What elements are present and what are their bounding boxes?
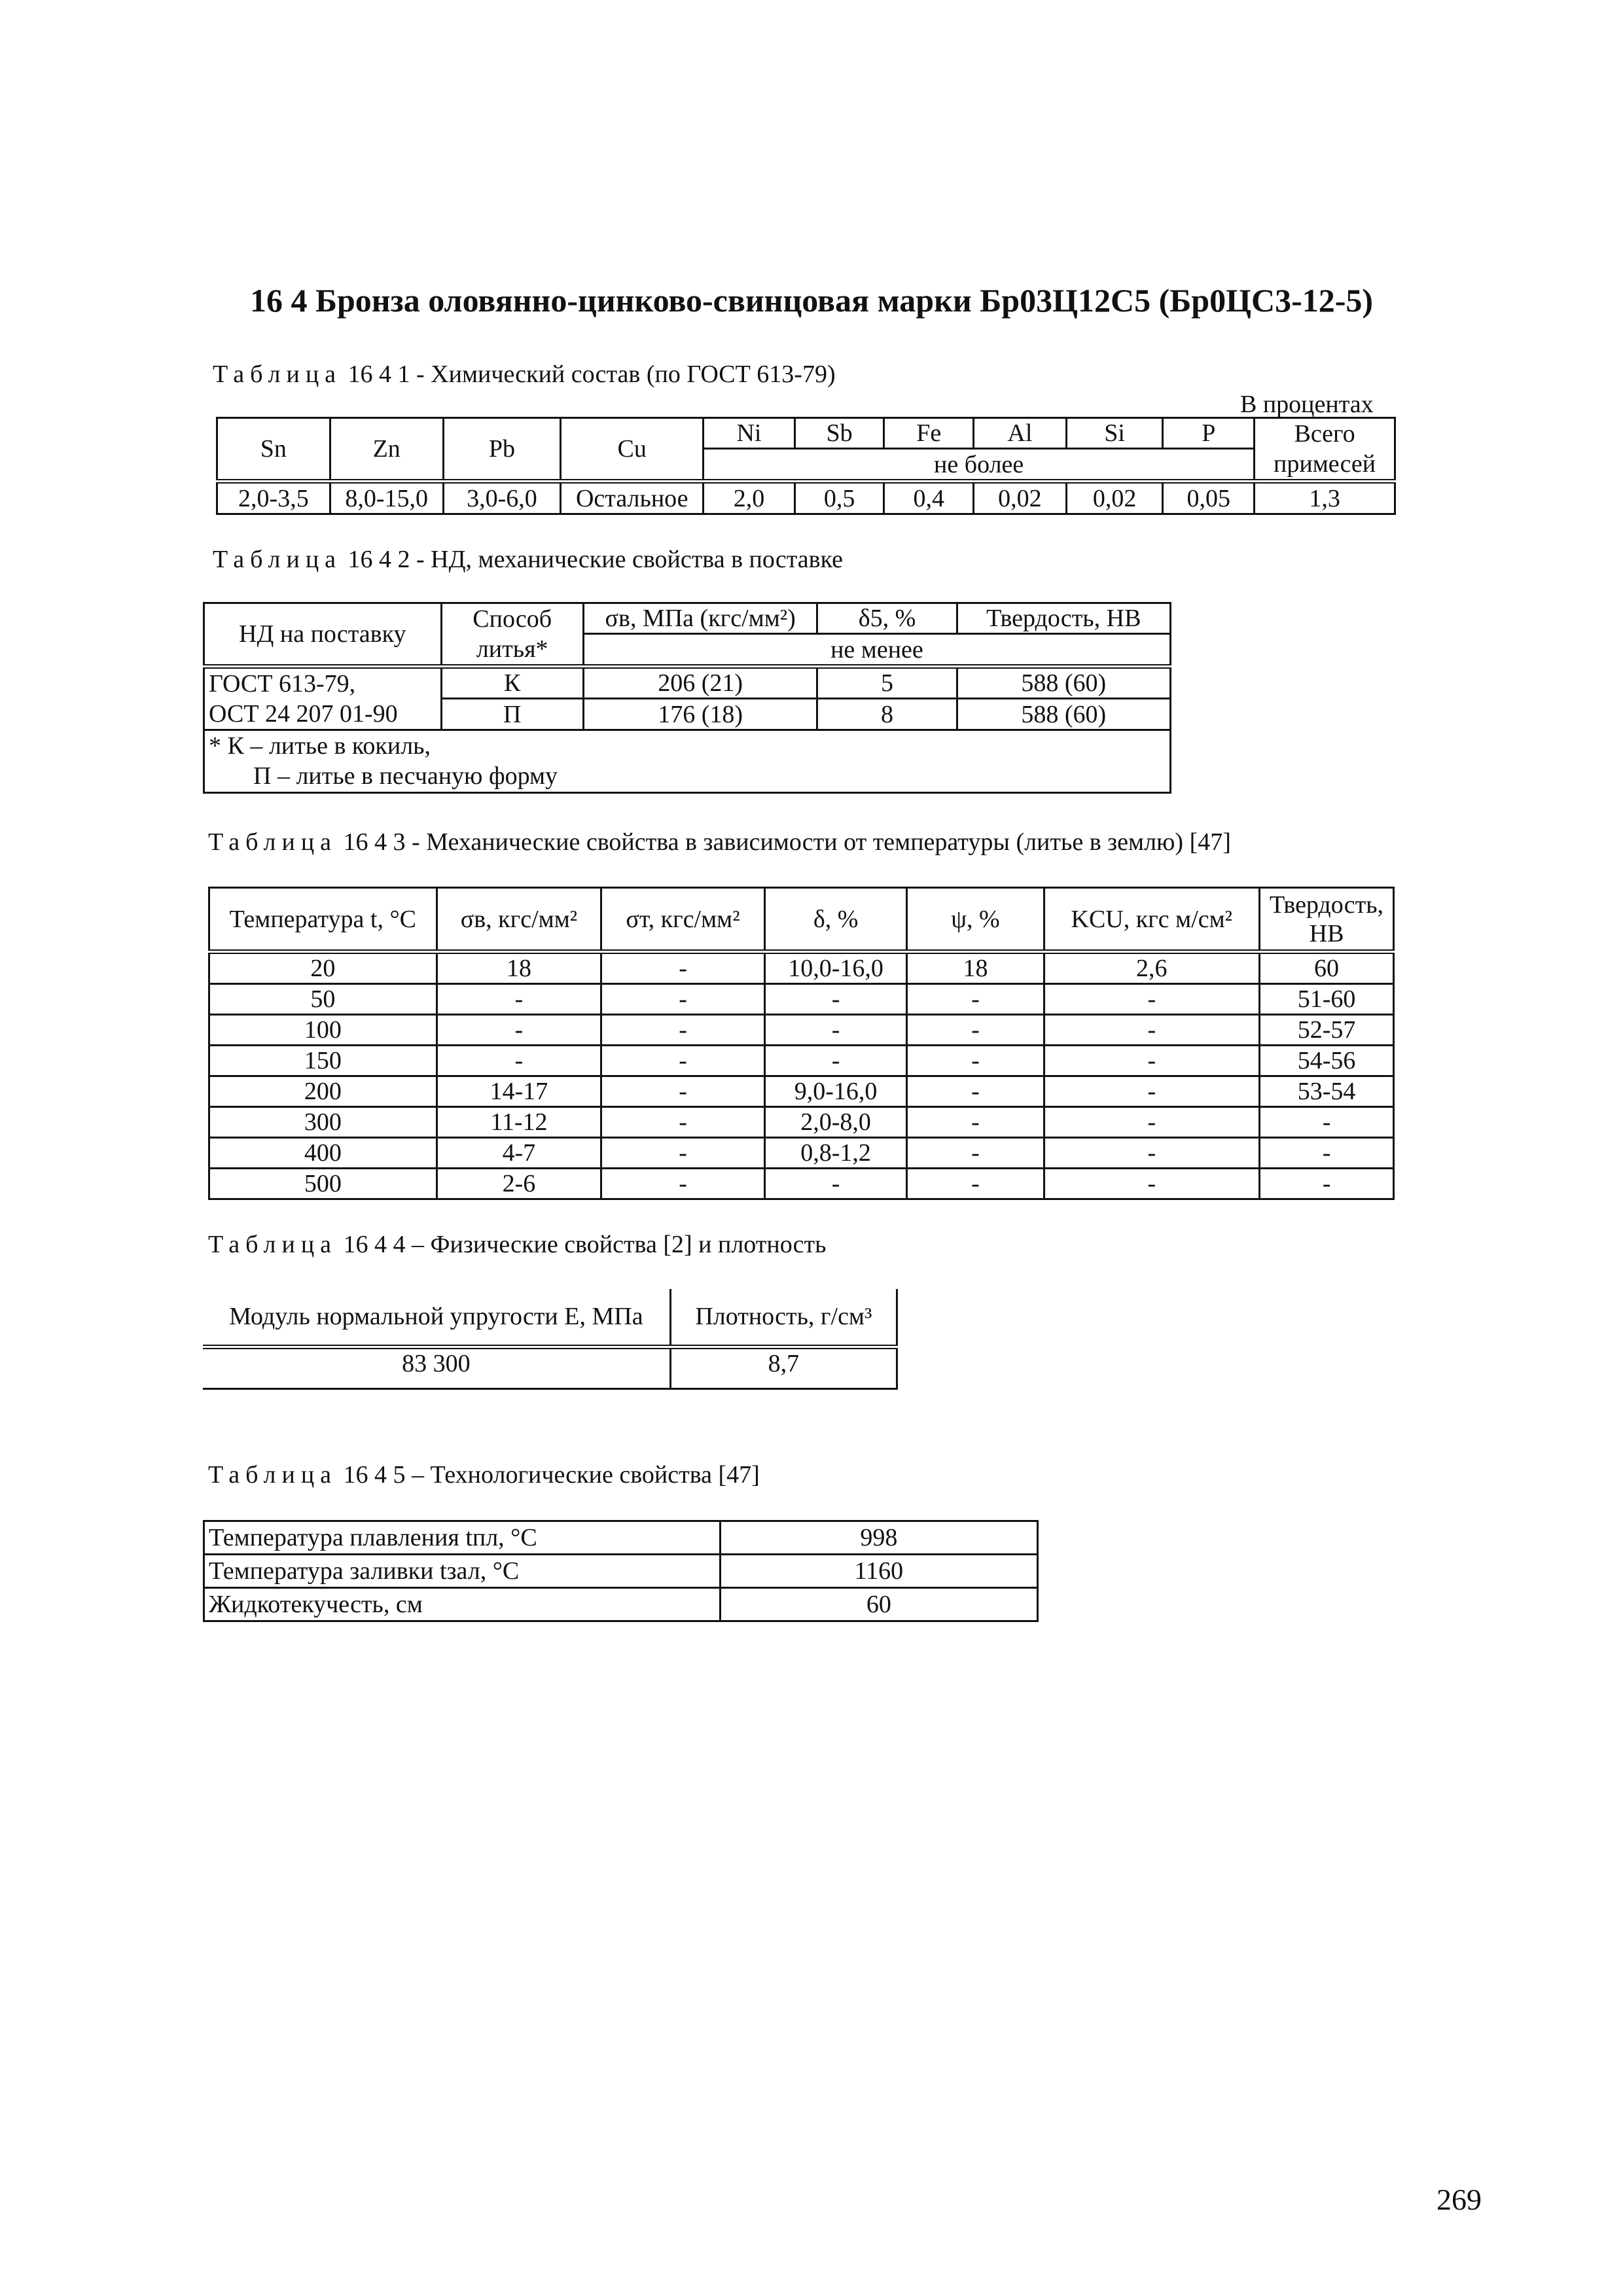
cell: 18 [907,952,1044,984]
cell-label: Жидкотекучесть, см [204,1588,721,1621]
table-chemical-composition [216,417,1396,515]
cell: 54-56 [1260,1046,1394,1076]
cell-modulus: 83 300 [203,1347,670,1388]
cell: 588 (60) [957,667,1170,699]
cell: - [601,1169,765,1199]
table-2-caption [213,545,843,574]
col-header-delta: δ5, % [817,603,957,634]
table-row [204,1555,1038,1588]
col-header: ψ, % [907,888,1044,952]
cell: - [1044,1169,1260,1199]
cell: 14-17 [437,1076,601,1107]
table-5-caption [208,1460,760,1489]
col-header-modulus: Модуль нормальной упругости Е, МПа [203,1289,670,1347]
table-row [204,667,1171,699]
cell: - [764,1169,907,1199]
col-header: Fe [884,418,974,449]
cell-value: 998 [720,1521,1037,1555]
cell: 4-7 [437,1138,601,1169]
cell: 1,3 [1255,482,1395,514]
caption-prefix: Таблица [213,361,342,388]
table-row [209,1138,1394,1169]
table-row [204,1588,1038,1621]
cell: 2,6 [1044,952,1260,984]
cell: - [1260,1169,1394,1199]
cell: - [437,1015,601,1046]
cell: 150 [209,1046,437,1076]
caption-number: 16 4 3 [343,828,406,856]
cell: 0,8-1,2 [764,1138,907,1169]
cell: 176 (18) [583,699,817,730]
cell: 50 [209,984,437,1015]
caption-text: - Химический состав (по ГОСТ 613-79) [416,361,836,388]
section-title: 16 4 Бронза оловянно-цинково-свинцовая марки Бр03Ц12С5 (Бр0ЦС3-12-5) [249,282,1374,319]
cell: - [907,1046,1044,1076]
caption-number: 16 4 1 [348,361,410,388]
col-header-nd: НД на поставку [204,603,442,667]
cell: Остальное [561,482,704,514]
caption-number: 16 4 4 [343,1231,406,1258]
cell-nd: ГОСТ 613-79, [204,667,442,699]
cell: 0,5 [794,482,884,514]
col-header: Sn [217,418,330,482]
cell: 10,0-16,0 [764,952,907,984]
caption-number: 16 4 5 [343,1461,406,1489]
col-header-method: Способ литья* [441,603,583,667]
caption-text: - Механические свойства в зависимости от температуры (литье в землю) [47] [412,828,1231,856]
cell: - [437,984,601,1015]
caption-prefix: Таблица [208,1461,338,1489]
cell: - [1260,1107,1394,1138]
cell: 300 [209,1107,437,1138]
table-physical-properties [203,1289,898,1390]
col-header: P [1163,418,1255,449]
cell: - [601,984,765,1015]
cell: 9,0-16,0 [764,1076,907,1107]
col-header: Твердость, НВ [1260,888,1394,952]
cell: 400 [209,1138,437,1169]
cell: 2-6 [437,1169,601,1199]
cell: 200 [209,1076,437,1107]
cell: 0,4 [884,482,974,514]
page-number: 269 [1436,2183,1482,2216]
cell: - [601,1138,765,1169]
cell: 53-54 [1260,1076,1394,1107]
cell: К [441,667,583,699]
cell: - [601,1015,765,1046]
table-mechanical-vs-temperature [208,887,1395,1200]
table-row [209,1046,1394,1076]
col-header: Ni [704,418,795,449]
cell: 5 [817,667,957,699]
table-row [217,482,1395,514]
cell: - [1044,1138,1260,1169]
cell: 11-12 [437,1107,601,1138]
cell: - [601,952,765,984]
subheader-max: не более [704,449,1255,482]
cell: 0,02 [974,482,1067,514]
col-header: δ, % [764,888,907,952]
cell: - [601,1046,765,1076]
cell: - [1260,1138,1394,1169]
table-row [209,1015,1394,1046]
table-4-caption [208,1230,827,1259]
cell: - [907,1138,1044,1169]
note-line: * К – литье в кокиль, [209,732,431,760]
cell: - [1044,984,1260,1015]
cell: П [441,699,583,730]
cell: - [1044,1076,1260,1107]
subheader-min: не менее [583,634,1170,667]
cell: - [764,1046,907,1076]
cell: - [907,1107,1044,1138]
caption-text: – Технологические свойства [47] [412,1461,760,1489]
cell: 2,0 [704,482,795,514]
col-header: Всего примесей [1255,418,1395,482]
table-row [204,699,1171,730]
caption-text: - НД, механические свойства в поставке [416,546,843,573]
cell: - [1044,1046,1260,1076]
cell: - [601,1107,765,1138]
col-header: Zn [330,418,443,482]
caption-prefix: Таблица [208,828,338,856]
table-note-row [204,730,1171,793]
col-header: Al [974,418,1067,449]
table-row [209,984,1394,1015]
cell: 3,0-6,0 [443,482,561,514]
table-technological-properties [203,1520,1039,1622]
cell: 100 [209,1015,437,1046]
cell: - [1044,1107,1260,1138]
cell-value: 1160 [720,1555,1037,1588]
cell-label: Температура заливки tзал, °С [204,1555,721,1588]
table-row [209,1169,1394,1199]
cell: 20 [209,952,437,984]
cell: - [907,1169,1044,1199]
table-row [209,952,1394,984]
cell-value: 60 [720,1588,1037,1621]
col-header: Температура t, °С [209,888,437,952]
cell: 51-60 [1260,984,1394,1015]
cell: 8 [817,699,957,730]
cell: 206 (21) [583,667,817,699]
cell: - [907,1015,1044,1046]
cell: 0,05 [1163,482,1255,514]
col-header: Sb [794,418,884,449]
cell: - [437,1046,601,1076]
cell: - [764,984,907,1015]
cell: 52-57 [1260,1015,1394,1046]
cell: - [907,984,1044,1015]
col-header-hardness: Твердость, НВ [957,603,1170,634]
cell: - [601,1076,765,1107]
caption-text: – Физические свойства [2] и плотность [412,1231,827,1258]
cell: 0,02 [1066,482,1163,514]
table-row [203,1347,897,1388]
cell: 18 [437,952,601,984]
cell: 2,0-3,5 [217,482,330,514]
table-nd-mechanical [203,602,1171,794]
table-row [209,1076,1394,1107]
cell-label: Температура плавления tпл, °С [204,1521,721,1555]
table-row [204,1521,1038,1555]
col-header: Cu [561,418,704,482]
cell: 500 [209,1169,437,1199]
cell: 588 (60) [957,699,1170,730]
table-1-caption [213,360,836,389]
cell-density: 8,7 [670,1347,897,1388]
caption-prefix: Таблица [213,546,342,573]
col-header-sigma: σв, МПа (кгс/мм²) [583,603,817,634]
col-header: KCU, кгс м/см² [1044,888,1260,952]
col-header-density: Плотность, г/см³ [670,1289,897,1347]
table-1-units: В процентах [1240,391,1374,418]
col-header: σт, кгс/мм² [601,888,765,952]
col-header: Pb [443,418,561,482]
cell: 8,0-15,0 [330,482,443,514]
col-header: σв, кгс/мм² [437,888,601,952]
cell: 60 [1260,952,1394,984]
cell-nd: ОСТ 24 207 01-90 [204,699,442,730]
table-3-caption [208,828,1231,857]
caption-number: 16 4 2 [348,546,410,573]
caption-prefix: Таблица [208,1231,338,1258]
table-row [209,1107,1394,1138]
cell: - [907,1076,1044,1107]
cell: 2,0-8,0 [764,1107,907,1138]
table-note [204,730,1171,793]
cell: - [1044,1015,1260,1046]
cell: - [764,1015,907,1046]
col-header: Si [1066,418,1163,449]
note-line: П – литье в песчаную форму [253,762,558,790]
